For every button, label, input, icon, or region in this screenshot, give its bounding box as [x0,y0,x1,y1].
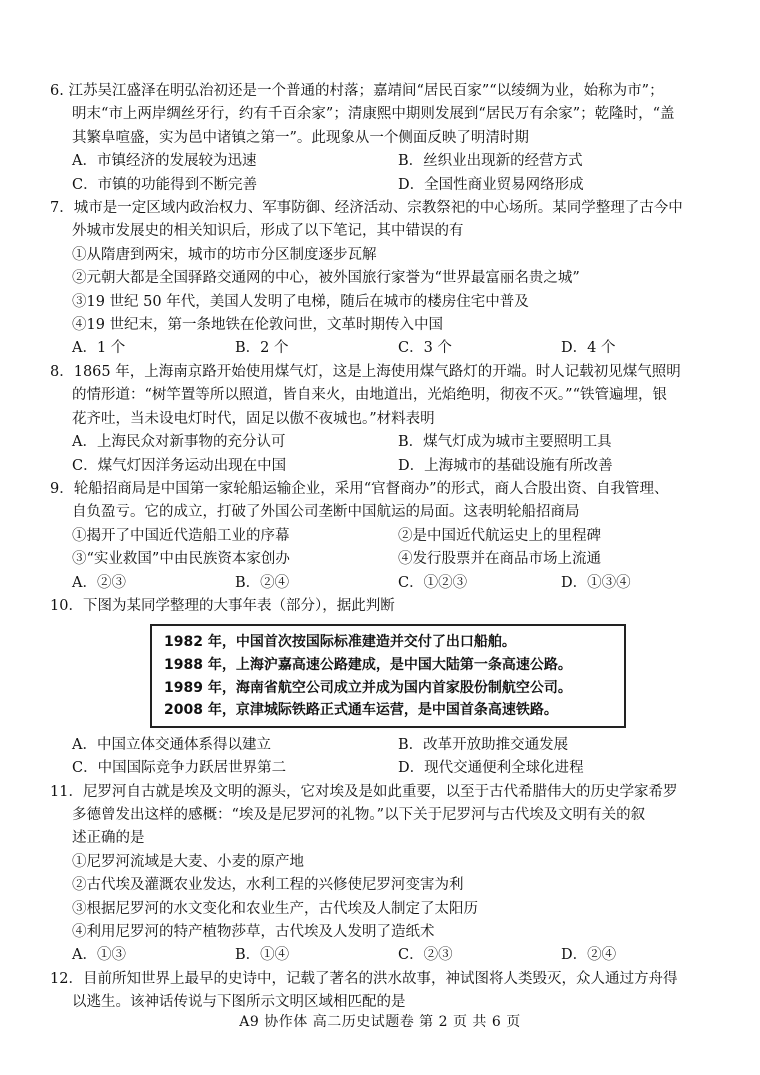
option-a: A．①③ [72,947,126,964]
option-d: D．②④ [561,947,617,964]
statement-item: ④发行股票并在商品市场上流通 [398,551,601,568]
question-text: 外城市发展史的相关知识后，形成了以下笔记，其中错误的有 [72,223,464,240]
timeline-box [150,624,626,727]
question-text: 7．城市是一定区域内政治权力、军事防御、经济活动、宗教祭祀的中心场所。某同学整理了古今中 [50,200,683,217]
option-b: B．丝织业出现新的经营方式 [398,153,583,170]
option-c: C．①②③ [398,574,468,591]
option-c: C．②③ [398,947,453,964]
answer-options [50,431,722,478]
question-text: 多德曾发出这样的感概：“埃及是尼罗河的礼物。”以下关于尼罗河与古代埃及文明有关的叙 [72,806,646,823]
statement-item: ③根据尼罗河的水文变化和农业生产，古代埃及人制定了太阳历 [72,900,478,917]
question-text: 花齐吐，当未设电灯时代，固足以傲不夜城也。”材料表明 [72,410,435,427]
answer-options [50,150,722,197]
statement-item: ①从隋唐到两宋，城市的坊市分区制度逐步瓦解 [72,246,377,263]
question-text: 以逃生。该神话传说与下图所示文明区域相匹配的是 [72,994,406,1011]
timeline-entry: 1989 年，海南省航空公司成立并成为国内首家股份制航空公司。 [164,679,572,696]
exam-page [50,80,722,1015]
statement-item: ①揭开了中国近代造船工业的序幕 [72,527,290,544]
statement-item: ③19 世纪 50 年代，美国人发明了电梯，随后在城市的楼房住宅中普及 [72,293,529,310]
statement-item: ②元朝大都是全国驿路交通网的中心，被外国旅行家誉为“世界最富丽名贵之城” [72,270,580,287]
option-a: A．②③ [72,574,126,591]
question-11 [50,781,722,968]
page-footer: A9 协作体 高二历史试题卷 第 2 页 共 6 页 [239,1014,521,1030]
statement-item: ②古代埃及灌溉农业发达，水利工程的兴修使尼罗河变害为利 [72,877,464,894]
question-7 [50,197,722,361]
statement-item: ②是中国近代航运史上的里程碑 [398,527,601,544]
option-c: C．煤气灯因洋务运动出现在中国 [72,457,287,474]
timeline-entry: 2008 年，京津城际铁路正式通车运营，是中国首条高速铁路。 [164,702,558,719]
question-12 [50,968,722,1015]
question-10 [50,595,722,781]
answer-options [50,734,722,781]
question-text: 12．目前所知世界上最早的史诗中，记载了著名的洪水故事，神试图将人类毁灭，众人通过方舟得 [50,970,678,987]
answer-options [50,944,722,967]
question-text: 自负盈亏。它的成立，打破了外国公司垄断中国航运的局面。这表明轮船招商局 [72,504,580,521]
option-b: B．2 个 [235,340,289,357]
option-b: B．煤气灯成为城市主要照明工具 [398,434,612,451]
option-b: B．①④ [235,947,290,964]
question-text: 述正确的是 [72,830,145,847]
question-text: 的情形道：“树竿置等所以照道，皆自来火，由地道出，光焰绝明，彻夜不灭。”“铁管遍埋，银 [72,387,667,404]
question-text: 明末“市上两岸绸丝牙行，约有千百余家”；清康熙中期则发展到“居民万有余家”；乾隆时，“盖 [72,106,675,123]
option-b: B．②④ [235,574,290,591]
statement-item: ④利用尼罗河的特产植物莎草，古代埃及人发明了造纸术 [72,923,435,940]
question-8 [50,361,722,478]
statement-item: ①尼罗河流域是大麦、小麦的原产地 [72,853,304,870]
timeline-entry: 1988 年，上海沪嘉高速公路建成，是中国大陆第一条高速公路。 [164,656,572,673]
option-d: D．现代交通便利全球化进程 [398,760,584,777]
option-c: C．中国国际竞争力跃居世界第二 [72,760,287,777]
question-text: 6. 江苏吴江盛泽在明弘治初还是一个普通的村落；嘉靖间“居民百家”“以绫绸为业，始称为市”； [50,83,664,99]
option-c: C．3 个 [398,340,452,357]
answer-options [50,572,722,595]
option-c: C．市镇的功能得到不断完善 [72,176,258,193]
question-text: 11．尼罗河自古就是埃及文明的源头，它对埃及是如此重要，以至于古代希腊伟大的历史学家希罗 [50,783,678,800]
statement-items [50,525,722,572]
option-a: A．市镇经济的发展较为迅速 [72,153,257,170]
option-b: B．改革开放助推交通发展 [398,736,569,753]
timeline-entry: 1982 年，中国首次按国际标准建造并交付了出口船舶。 [164,634,516,651]
option-a: A．上海民众对新事物的充分认可 [72,434,286,451]
option-d: D．①③④ [561,574,631,591]
question-text: 9．轮船招商局是中国第一家轮船运输企业，采用“官督商办”的形式，商人合股出资、自我管理、 [50,480,669,497]
question-6 [50,80,722,197]
statement-item: ③“实业救国”中由民族资本家创办 [72,551,290,568]
question-text: 8．1865 年，上海南京路开始使用煤气灯，这是上海使用煤气路灯的开端。时人记载初见煤气照明 [50,363,681,380]
answer-options [50,337,722,360]
option-a: A．1 个 [72,340,126,357]
option-d: D．上海城市的基础设施有所改善 [398,457,613,474]
option-d: D．4 个 [561,340,616,357]
question-text: 10．下图为某同学整理的大事年表（部分），据此判断 [50,597,395,614]
option-a: A．中国立体交通体系得以建立 [72,736,271,753]
question-text: 其繁阜喧盛，实为邑中诸镇之第一”。此现象从一个侧面反映了明清时期 [72,129,529,146]
option-d: D．全国性商业贸易网络形成 [398,176,584,193]
question-9 [50,478,722,595]
statement-item: ④19 世纪末，第一条地铁在伦敦问世，文革时期传入中国 [72,317,444,334]
